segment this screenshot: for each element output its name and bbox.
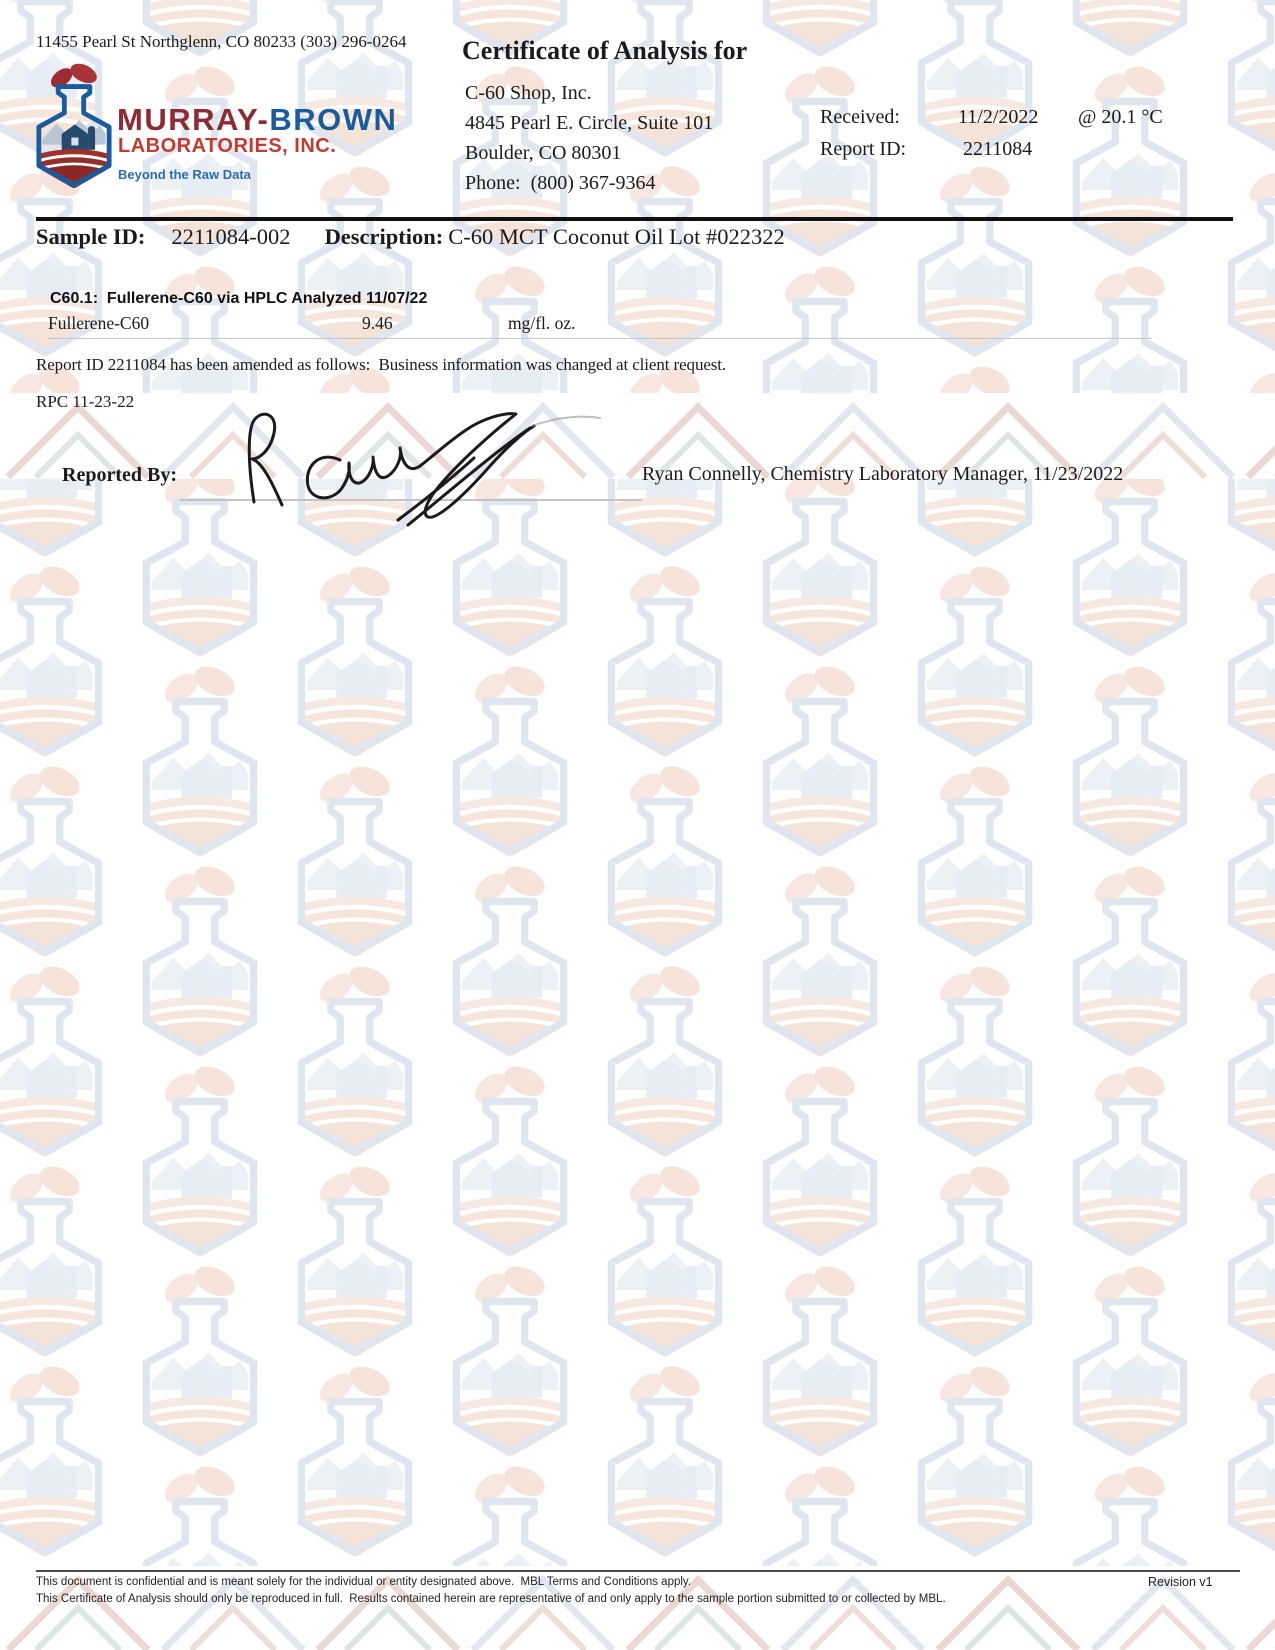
footer-confidentiality-line: This document is confidential and is meant solely for the individual or entity designated above. MBL Terms and Conditions apply. [36,1576,692,1588]
analyte-result: 9.46 [362,313,393,333]
logo-wordmark-blue: BROWN [269,102,398,137]
analysis-divider-rule [48,338,1152,339]
certificate-title: Certificate of Analysis for [462,36,748,65]
received-temperature: @ 20.1 °C [1078,106,1163,128]
analysis-section-title: C60.1: Fullerene-C60 via HPLC Analyzed 11/07/22 [50,290,428,307]
received-label: Received: [820,106,900,128]
reported-by-label: Reported By: [62,464,177,486]
report-id-value: 2211084 [963,138,1033,160]
report-id-label: Report ID: [820,138,907,160]
sample-header-row [36,224,785,250]
logo-wordmark [117,104,397,135]
client-address-block [465,78,713,198]
header-divider-rule [36,217,1233,221]
flask-farm-logo-icon [30,62,118,192]
amendment-note: Report ID 2211084 has been amended as follows: Business information was changed at client request. [36,355,727,374]
analyte-name: Fullerene-C60 [48,313,150,333]
client-address-line1: 4845 Pearl E. Circle, Suite 101 [465,112,714,134]
logo-tagline: Beyond the Raw Data [118,167,251,182]
client-phone-label: Phone: [465,172,521,194]
client-address-line2: Boulder, CO 80301 [465,142,622,164]
signer-name-title-date: Ryan Connelly, Chemistry Laboratory Manager, 11/23/2022 [642,463,1124,485]
client-name: C-60 Shop, Inc. [465,82,592,104]
sample-id-value: 2211084-002 [171,224,291,249]
revision-label: Revision v1 [1148,1575,1213,1589]
amendment-initials-date: RPC 11-23-22 [36,392,135,411]
client-phone-value: (800) 367-9364 [530,172,656,194]
footer-divider-rule [36,1570,1240,1572]
description-value: C-60 MCT Coconut Oil Lot #022322 [448,224,785,249]
sample-id-label: Sample ID: [36,224,146,249]
logo-wordmark-red: MURRAY- [117,102,270,137]
lab-address: 11455 Pearl St Northglenn, CO 80233 (303) 296-0264 [36,32,407,51]
handwritten-signature [212,402,692,532]
logo-subtitle: LABORATORIES, INC. [118,135,337,157]
received-date: 11/2/2022 [958,106,1039,128]
client-phone-line [465,168,713,198]
analyte-units: mg/fl. oz. [508,313,576,333]
description-label: Description: [324,224,444,249]
footer-reproduction-line: This Certificate of Analysis should only be reproduced in full. Results contained herein are representative of and only apply to the sample portion submitted to or collected by MBL. [36,1593,946,1605]
